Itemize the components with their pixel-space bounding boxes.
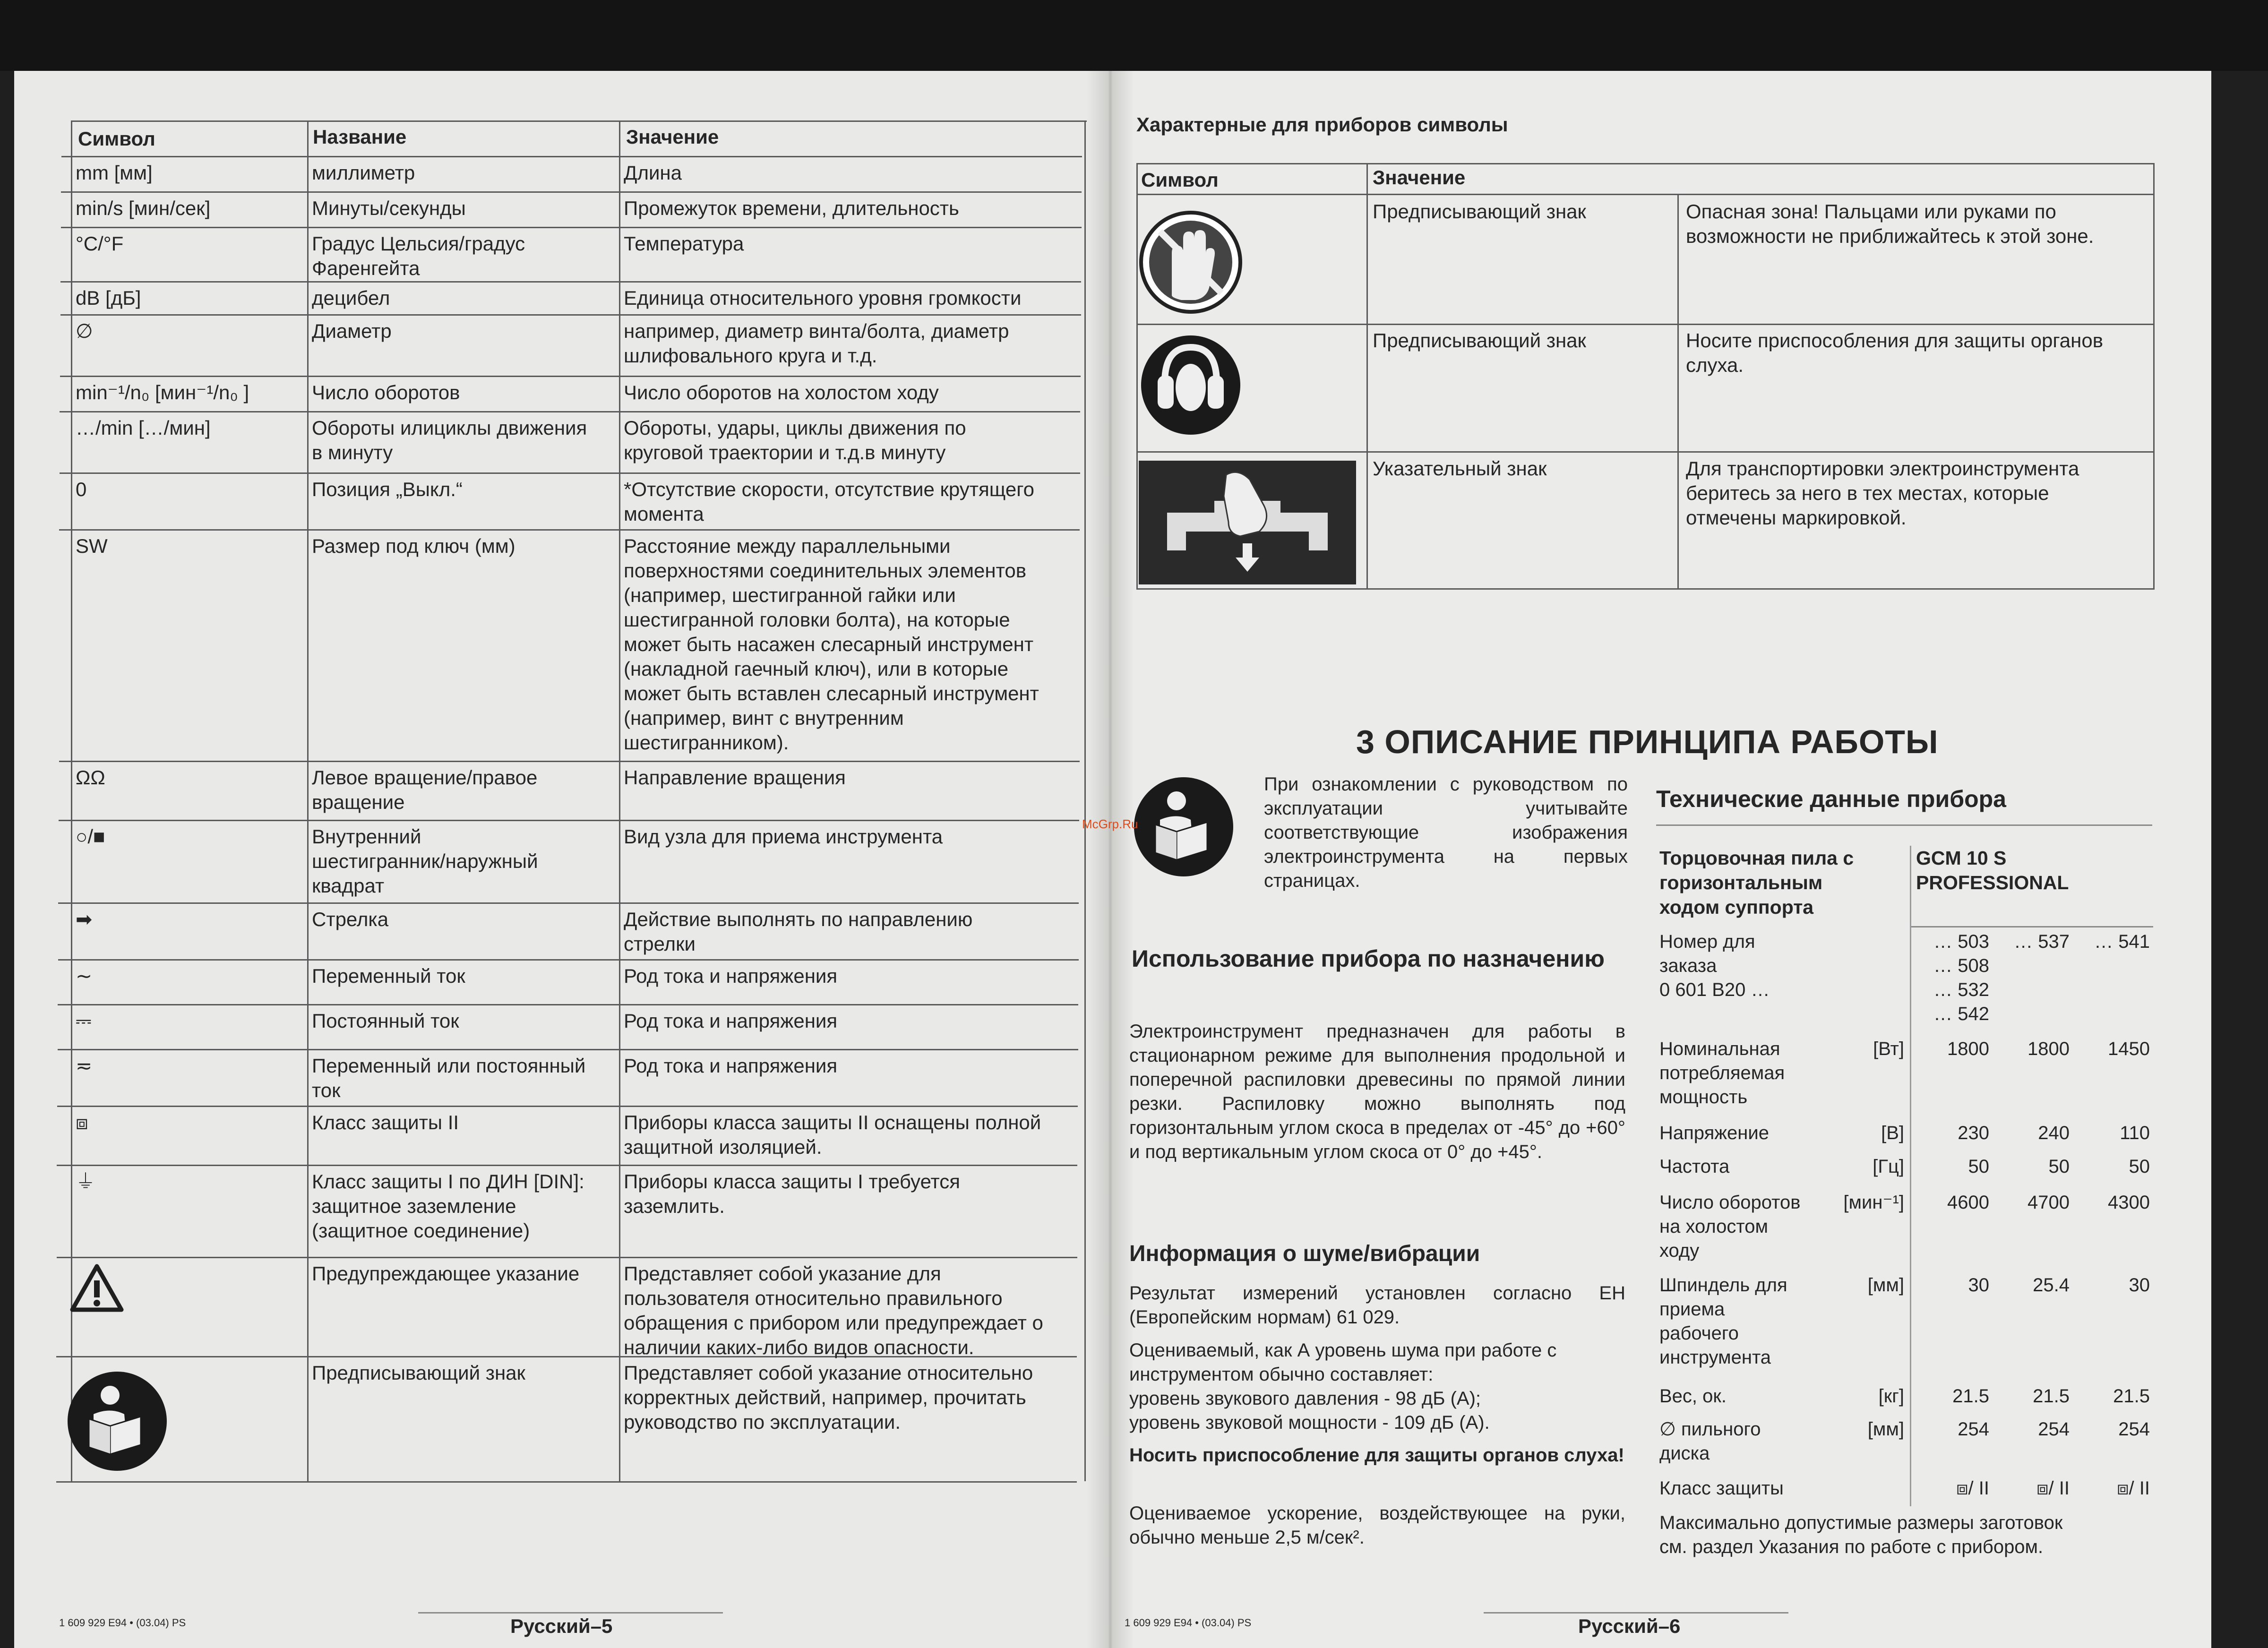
sym-table-headline [1136,194,2155,195]
noise-title: Информация о шуме/вибрации [1129,1241,1480,1266]
tech-value-1: 50 [1968,1156,1989,1177]
no-hands-icon [1139,201,1361,319]
table-row-line [61,227,1082,228]
tech-head-left: Торцовочная пила с горизонтальным ходом суппорта [1659,847,1854,918]
sym-table-line [1136,324,2155,325]
tech-value-3: 110 [2120,1123,2150,1143]
tech-value-2: 254 [2038,1419,2070,1440]
sym-desc-2: Носите приспособления для защиты органов слуха. [1686,329,2104,376]
footer-page-left: Русский–5 [510,1615,613,1637]
sym-type-2: Предписывающий знак [1373,329,1586,352]
table-row-line [56,1481,1077,1483]
table-row-line [59,529,1080,531]
table-row-line [57,1165,1077,1166]
row-name: Число оборотов [312,381,460,403]
row-name: Предписывающий знак [312,1362,525,1384]
tech-label: Номинальная потребляемая мощность [1659,1039,1785,1107]
tech-value-3: 4300 [2108,1192,2150,1213]
footer-line-right [1484,1612,1788,1614]
footer-code-right: 1 609 929 E94 • (03.04) PS [1125,1617,1252,1629]
tech-value-2: 240 [2038,1123,2070,1143]
sym-desc-1: Опасная зона! Пальцами или руками по возможности не приближайтесь к этой зоне. [1686,200,2094,247]
header-name: Название [313,126,407,148]
sym-table-bottom [1136,588,2155,590]
sym-type-1: Предписывающий знак [1373,200,1586,223]
section-3-title: 3 ОПИСАНИЕ ПРИНЦИПА РАБОТЫ [1356,723,1939,760]
sym-header-value: Значение [1373,166,1466,189]
row-symbol: °C/°F [76,232,124,255]
table-row-line [58,959,1079,961]
table-row-line [58,902,1079,904]
intro-text: При ознакомлении с руководством по эксплуатации учитывайте соответствующие изображения электроинструмента на первых страницах. [1264,774,1628,891]
header-value: Значение [626,126,719,148]
row-symbol: …/min […/мин] [76,417,211,439]
row-symbol: ≂ [76,1055,93,1077]
table-row-line [61,191,1082,193]
row-name: миллиметр [312,162,415,184]
row-value: Род тока и напряжения [624,965,838,987]
row-value: Приборы класса защиты II оснащены полной защитной изоляцией. [624,1111,1041,1158]
row-value: Род тока и напряжения [624,1055,838,1077]
tech-head-line [1910,926,2153,927]
symbols-section-title: Характерные для приборов символы [1136,113,1508,136]
noise-warning: Носить приспособление для защиты органов слуха! [1129,1445,1624,1466]
row-name: Размер под ключ (мм) [312,535,515,557]
noise-text-1: Результат измерений установлен согласно ЕН (Европейским нормам) 61 029. [1129,1283,1625,1328]
sym-type-3: Указательный знак [1373,457,1547,480]
read-manual-icon [1132,775,1236,879]
tech-label: Номер для заказа 0 601 B20 … [1659,931,1770,1000]
table-row-line [60,281,1081,283]
row-symbol: 0 [76,478,87,500]
row-value: Род тока и напряжения [624,1010,838,1032]
row-symbol: ⏚ [76,1170,96,1193]
tech-value-1: 30 [1968,1275,1989,1296]
tech-head-right: GCM 10 S PROFESSIONAL [1916,847,2069,893]
sym-table-vline [1136,163,1138,590]
header-symbol: Символ [78,128,155,150]
tech-value-1: 21.5 [1952,1386,1989,1407]
row-name: Переменный или постоянный ток [312,1055,586,1101]
row-name: Градус Цельсия/градус Фаренгейта [312,232,525,279]
row-name: Левое вращение/правое вращение [312,766,538,813]
table-vline [619,120,620,1481]
tech-value-3: 1450 [2108,1039,2150,1059]
row-name: Предупреждающее указание [312,1262,580,1285]
row-value: Представляет собой указание относительно корректных действий, например, прочитать руководство по эксплуатации. [624,1362,1033,1433]
table-row-line [60,411,1080,412]
tech-value-2: 25.4 [2033,1275,2070,1296]
table-row-line [60,472,1080,474]
row-value: Приборы класса защиты I требуется заземлить. [624,1170,961,1217]
tech-value-2: 1800 [2027,1039,2070,1059]
table-row-line [61,156,1082,157]
sym-table-vline [1366,163,1368,590]
scanner-background [0,0,2268,71]
tech-value-3: 50 [2129,1156,2150,1177]
tech-label: Число оборотов на холостом ходу [1659,1192,1801,1261]
row-symbol: SW [76,535,108,557]
ear-protection-icon [1139,331,1361,446]
tech-unit: [кг] [1878,1386,1904,1407]
row-name: Обороты илициклы движения в минуту [312,417,587,464]
tech-unit: [мин⁻¹] [1843,1192,1904,1213]
read-manual-icon [65,1369,169,1473]
tech-value-2: 4700 [2027,1192,2070,1213]
tech-value-1: 4600 [1947,1192,1989,1213]
tech-value-1: 254 [1958,1419,1989,1440]
tech-label: Вес, ок. [1659,1386,1727,1407]
row-name: Диаметр [312,320,392,342]
tech-value-1: 1800 [1947,1039,1989,1059]
row-symbol: ⧈ [76,1111,88,1133]
table-row-line [58,1004,1078,1005]
tech-value-3: ⧈/ II [2117,1478,2150,1499]
row-value: Число оборотов на холостом ходу [624,381,939,403]
row-value: Единица относительного уровня громкости [624,287,1022,309]
row-value: Представляет собой указание для пользователя относительно правильного обращения с прибором или предупреждает о наличии каких-либо видов опасности. [624,1262,1043,1358]
row-value: Вид узла для приема инструмента [624,825,943,848]
sym-header-symbol: Символ [1141,169,1219,191]
row-name: Позиция „Выкл.“ [312,478,463,500]
watermark: McGrp.Ru [1082,817,1138,831]
tech-value-1: … 503 … 508 … 532 … 542 [1933,931,1989,1024]
tech-value-3: 254 [2118,1419,2150,1440]
row-name: Переменный ток [312,965,465,987]
warning-icon [69,1262,125,1314]
tech-unit: [мм] [1867,1275,1904,1296]
sym-table-top [1136,163,2155,164]
row-symbol: ∅ [76,320,93,342]
tech-value-2: … 537 [2014,931,2070,952]
row-symbol: ○/■ [76,825,105,848]
row-name: Класс защиты I по ДИН [DIN]: защитное заземление (защитное соединение) [312,1170,584,1242]
book-gutter [1087,71,1134,1648]
row-symbol: ➡ [76,908,93,930]
row-value: *Отсутствие скорости, отсутствие крутящего момента [624,478,1034,525]
table-row-line [57,1257,1077,1258]
use-text: Электроинструмент предназначен для работы в стационарном режиме для выполнения продольной и поперечной распиловки древесины по прямой линии резки. Распиловку можно выполнять под горизонтальным углом скоса в пределах от -45° до +60° и под вертикальным углом скоса от 0° до +45°. [1129,1021,1625,1162]
tech-unit: [В] [1881,1123,1904,1143]
row-value: Температура [624,232,744,255]
tech-value-3: 21.5 [2113,1386,2150,1407]
row-name: децибел [312,287,390,309]
tech-note: Максимально допустимые размеры заготовок см. раздел Указания по работе с прибором. [1659,1512,2063,1557]
row-symbol: ⎓ [76,1010,92,1032]
table-row-line [60,376,1081,377]
row-name: Стрелка [312,908,389,930]
tech-value-2: ⧈/ II [2036,1478,2070,1499]
table-top-line [71,120,1087,122]
row-name: Класс защиты II [312,1111,459,1133]
sym-table-vline [1677,194,1679,590]
footer-page-right: Русский–6 [1578,1615,1681,1637]
table-row-line [57,1106,1078,1107]
tech-value-2: 21.5 [2033,1386,2070,1407]
row-value: Обороты, удары, циклы движения по круговой траектории и т.д.в минуту [624,417,966,464]
sym-desc-3: Для транспортировки электроинструмента беритесь за него в тех местах, которые отмечены маркировкой. [1686,457,2079,529]
tech-label: Класс защиты [1659,1478,1784,1499]
table-row-line [58,1049,1078,1050]
row-value: Расстояние между параллельными поверхностями соединительных элементов (например, шестигранной гайки или шестигранной головки болта), на которые может быть насажен слесарный инструмент (накладной гаечный ключ), или в которые может быть вставлен слесарный инструмент (например, винт с внутренним шестигранником). [624,535,1039,754]
row-symbol: mm [мм] [76,162,153,184]
row-symbol: ΩΩ [76,766,105,789]
tech-unit: [Вт] [1873,1039,1904,1059]
tech-label: ∅ пильного диска [1659,1419,1761,1464]
row-value: Действие выполнять по направлению стрелки [624,908,973,955]
sym-table-line [1136,451,2155,453]
tech-unit: [мм] [1867,1419,1904,1440]
footer-code-left: 1 609 929 E94 • (03.04) PS [59,1617,186,1629]
tech-unit: [Гц] [1873,1156,1904,1177]
row-name: Внутренний шестигранник/наружный квадрат [312,825,538,897]
table-vline [307,120,309,1481]
footer-line-left [418,1612,723,1614]
row-symbol: dB [дБ] [76,287,141,309]
use-title: Использование прибора по назначению [1132,945,1605,972]
row-name: Минуты/секунды [312,197,466,219]
tech-value-3: 30 [2129,1275,2150,1296]
row-name: Постоянный ток [312,1010,459,1032]
tech-value-1: ⧈/ II [1956,1478,1989,1499]
noise-text-2: Оцениваемый, как А уровень шума при работе с инструментом обычно составляет: уровень звукового давления - 98 дБ (А); уровень звуковой мощности - 109 дБ (А). [1129,1340,1557,1433]
row-value: например, диаметр винта/болта, диаметр шлифовального круга и т.д. [624,320,1009,367]
table-row-line [59,820,1079,821]
tech-label: Частота [1659,1156,1730,1177]
tech-value-1: 230 [1958,1123,1989,1143]
tech-label: Напряжение [1659,1123,1769,1143]
tech-value-3: … 541 [2094,931,2150,952]
tech-title: Технические данные прибора [1656,786,2006,812]
table-vline [1084,120,1086,1481]
row-value: Промежуток времени, длительность [624,197,959,219]
tech-label: Шпиндель для приема рабочего инструмента [1659,1275,1787,1368]
tech-value-2: 50 [2048,1156,2070,1177]
table-row-line [59,761,1080,762]
row-symbol: min⁻¹/n₀ [мин⁻¹/n₀ ] [76,381,249,403]
sym-table-vline [2153,163,2155,590]
noise-text-3: Оцениваемое ускорение, воздействующее на руки, обычно меньше 2,5 м/сек². [1129,1503,1625,1548]
tech-vline [1910,846,1911,1506]
row-symbol: ∼ [76,965,93,987]
row-value: Направление вращения [624,766,846,789]
carry-handle-icon [1139,461,1356,584]
row-symbol: min/s [мин/сек] [76,197,211,219]
table-row-line [60,314,1081,316]
tech-divider [1656,824,2152,826]
row-value: Длина [624,162,682,184]
